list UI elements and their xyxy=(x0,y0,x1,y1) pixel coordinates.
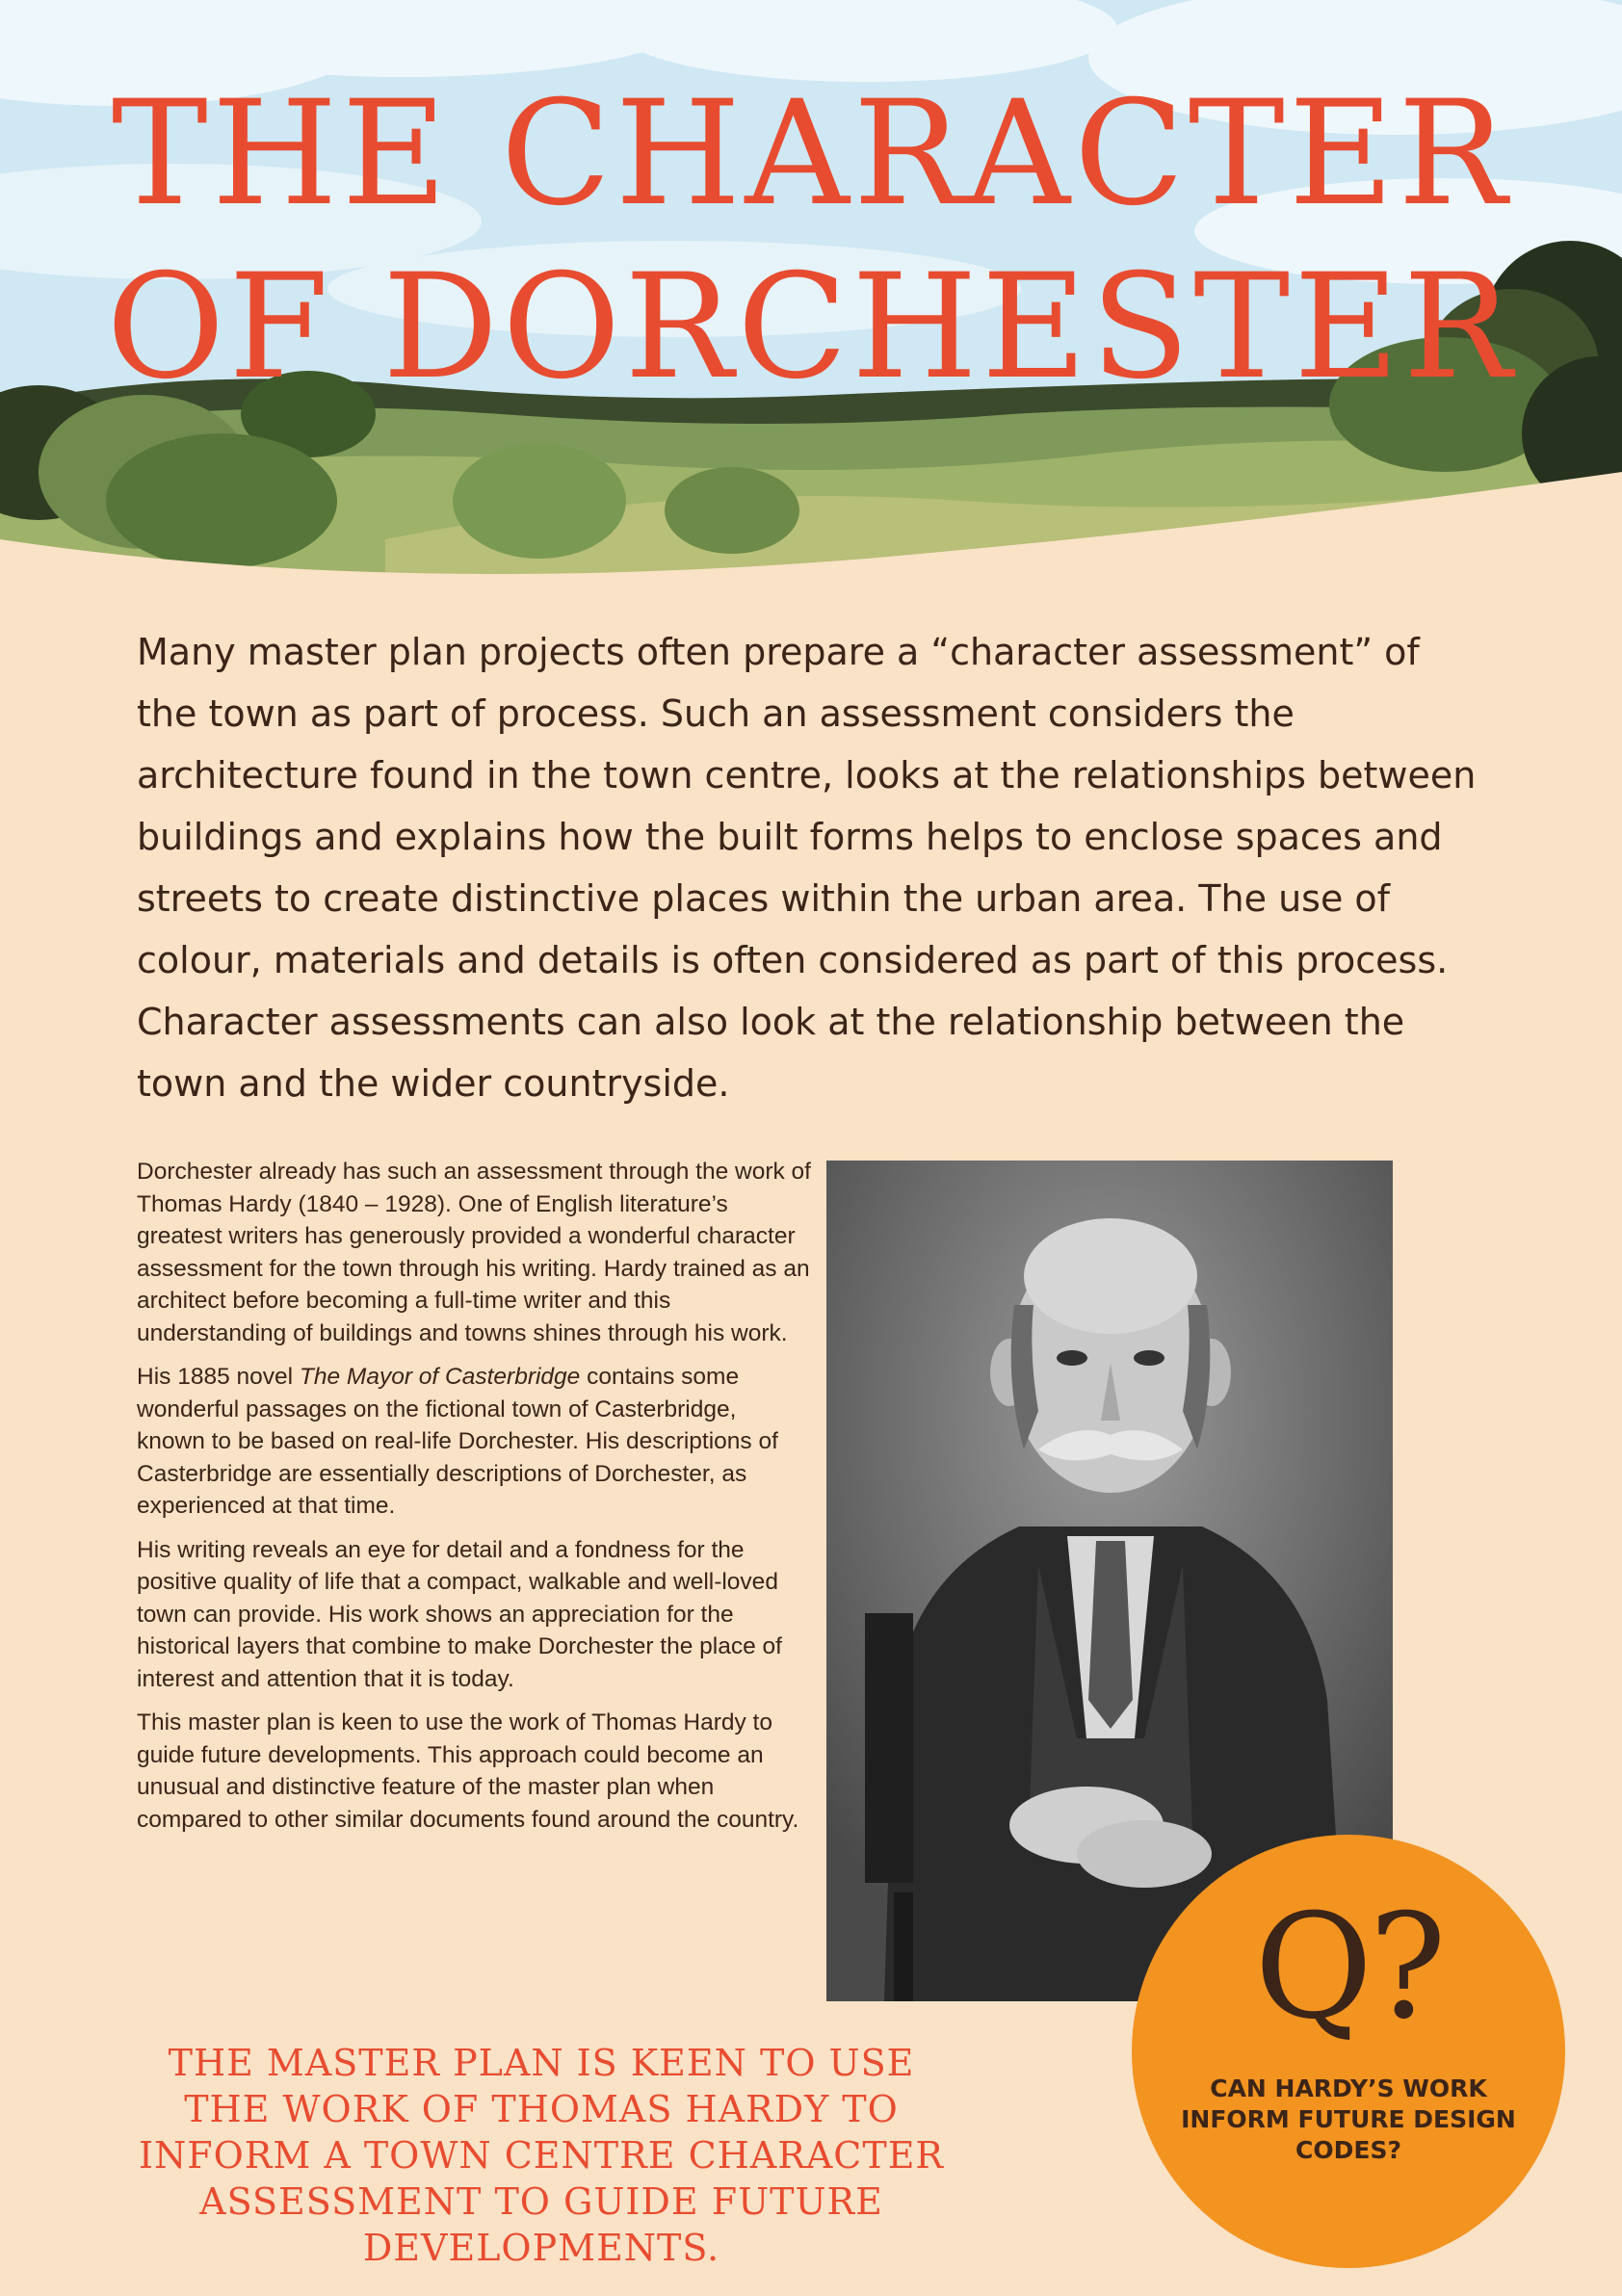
body-paragraph-4: This master plan is keen to use the work of Thomas Hardy to guide future developments. This approach could become an unusual and distinctive feature of the master plan when compared to other similar documents found around the country. xyxy=(137,1709,799,1833)
question-mark-label: Q? xyxy=(1254,1884,1443,2051)
page-title xyxy=(0,67,1622,414)
question-bubble xyxy=(1132,1835,1565,2268)
title-line-1: THE CHARACTER xyxy=(111,70,1511,238)
body-paragraph-2-start: His 1885 novel xyxy=(137,1364,300,1390)
body-text-column xyxy=(137,1156,811,1847)
body-paragraph-1: Dorchester already has such an assessment through the work of Thomas Hardy (1840 – 1928). One of English literature’s greatest writers has generously provided a wonderful character assessment for the town through his writing. Hardy trained as an architect before becoming a full-time writer and this understanding of buildings and towns shines through his work. xyxy=(137,1159,811,1346)
novel-title: The Mayor of Casterbridge xyxy=(299,1364,581,1390)
body-paragraph-3: His writing reveals an eye for detail and a fondness for the positive quality of life that a compact, walkable and well-loved town can provide. His work shows an appreciation for the historical layers that combine to make Dorchester the place of interest and attention that it is today. xyxy=(137,1536,782,1692)
question-text: CAN HARDY’S WORK INFORM FUTURE DESIGN CODES? xyxy=(1181,2074,1516,2164)
title-line-2: OF DORCHESTER xyxy=(106,244,1516,411)
body-paragraph-2 xyxy=(137,1361,811,1523)
pull-quote: THE MASTER PLAN IS KEEN TO USE THE WORK OF THOMAS HARDY TO INFORM A TOWN CENTRE CHARACTER ASSESSMENT TO GUIDE FUTURE DEVELOPMENTS. xyxy=(138,2042,945,2269)
body-paragraph-2-end: contains some wonderful passages on the fictional town of Casterbridge, known to be based on real-life Dorchester. His descriptions of Casterbridge are essentially descriptions of Dorchester, as experienced at that time. xyxy=(137,1364,778,1519)
intro-paragraph: Many master plan projects often prepare a “character assessment” of the town as part of process. Such an assessment considers the architecture found in the town centre, looks at the relationships between buildings and explains how the built forms helps to enclose spaces and streets to create distinctive places within the urban area. The use of colour, materials and details is often considered as part of this process. Character assessments can also look at the relationship between the town and the wider countryside. xyxy=(137,631,1477,1105)
